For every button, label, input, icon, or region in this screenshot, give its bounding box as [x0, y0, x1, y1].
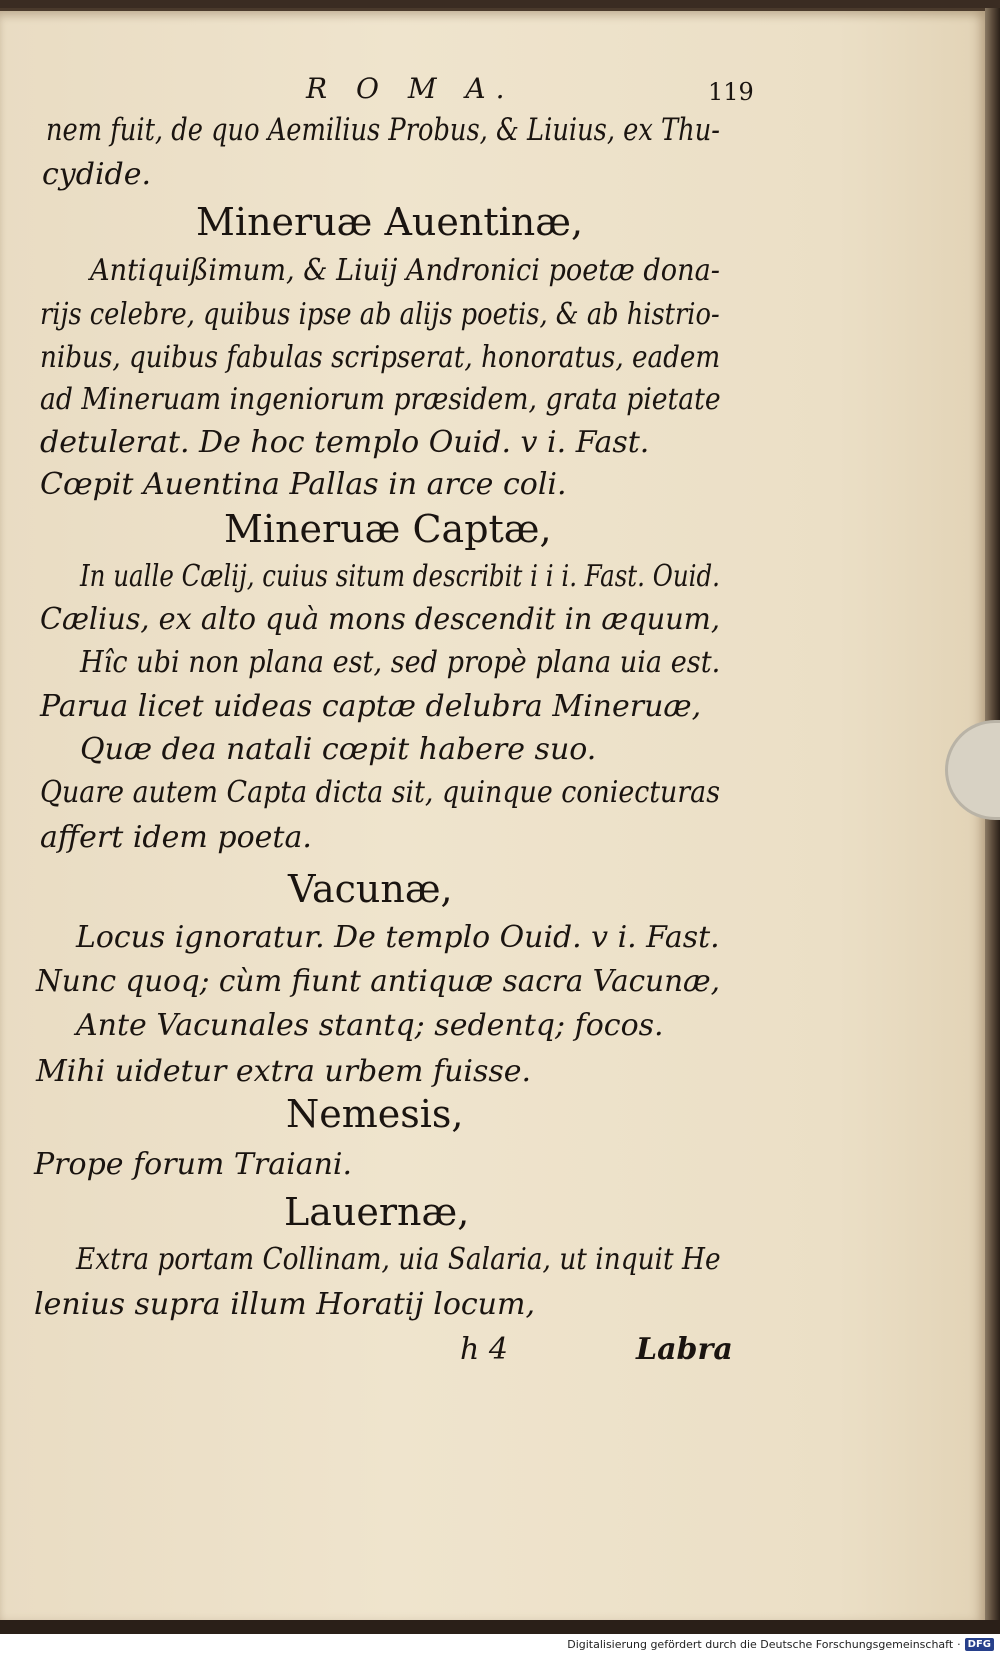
section-heading: Mineruæ Auentinæ, — [196, 200, 584, 244]
running-head: R O M A. — [306, 72, 515, 105]
page-number: 119 — [708, 78, 754, 106]
book-page — [0, 8, 985, 1623]
text-line: Quæ dea natali cœpit habere suo. — [80, 732, 597, 767]
text-line: Mihi uidetur extra urbem fuisse. — [36, 1054, 532, 1089]
text-line: rijs celebre, quibus ipse ab alijs poetis, & ab histrio- — [40, 297, 720, 332]
dfg-logo[interactable]: DFG — [965, 1638, 994, 1651]
text-line: affert idem poeta. — [40, 820, 312, 855]
text-line: ad Mineruam ingeniorum præsidem, grata pietate — [40, 382, 721, 417]
text-line: Parua licet uideas captæ delubra Mineruæ, — [40, 689, 702, 724]
section-heading: Mineruæ Captæ, — [224, 507, 552, 551]
text-line: Cælius, ex alto quà mons descendit in æquum, — [40, 602, 720, 637]
text-line: Nunc quoq; cùm fiunt antiquæ sacra Vacunæ, — [36, 964, 721, 999]
text-line: Hîc ubi non plana est, sed propè plana uia est. — [80, 645, 721, 680]
section-heading: Nemesis, — [286, 1092, 464, 1136]
bottom-edge — [0, 1620, 1000, 1634]
text-line: Cœpit Auentina Pallas in arce coli. — [40, 467, 567, 502]
text-line: In ualle Cælij, cuius situm describit i i i. Fast. Ouid. — [80, 559, 720, 594]
text-line: nem fuit, de quo Aemilius Probus, & Liuius, ex Thu- — [46, 112, 720, 148]
text-line: Quare autem Capta dicta sit, quinque coniecturas — [40, 775, 720, 810]
signature-mark: h 4 — [460, 1332, 508, 1367]
catchword: Labra — [636, 1332, 733, 1367]
text-line: detulerat. De hoc templo Ouid. v i. Fast. — [40, 425, 650, 460]
section-heading: Vacunæ, — [288, 867, 453, 911]
text-line: nibus, quibus fabulas scripserat, honoratus, eadem — [40, 340, 721, 375]
section-heading: Lauernæ, — [284, 1190, 470, 1234]
text-line: cydide. — [42, 157, 152, 192]
text-line: Extra portam Collinam, uia Salaria, ut inquit He — [76, 1242, 721, 1277]
footer: Digitalisierung gefördert durch die Deutsche Forschungsgemeinschaft · DFG — [0, 1634, 1000, 1654]
text-line: lenius supra illum Horatij locum, — [34, 1287, 535, 1322]
text-line: Locus ignoratur. De templo Ouid. v i. Fast. — [76, 920, 720, 955]
footer-credit: Digitalisierung gefördert durch die Deutsche Forschungsgemeinschaft — [567, 1637, 954, 1651]
text-line: Antiquißimum, & Liuij Andronici poetæ dona- — [90, 253, 720, 288]
text-line: Ante Vacunales stantq; sedentq; focos. — [76, 1008, 664, 1043]
text-line: Prope forum Traiani. — [34, 1147, 353, 1182]
